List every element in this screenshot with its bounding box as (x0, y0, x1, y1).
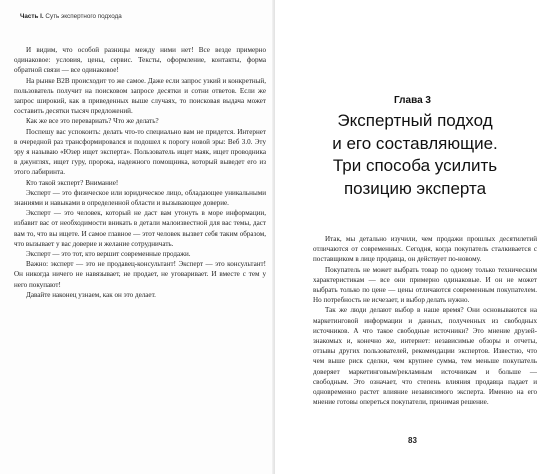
paragraph: Кто такой эксперт? Внимание! (26, 178, 119, 187)
paragraph: Важно: эксперт — это не продавец-консультант! Эксперт — это консультант! Он никогда ничего не навязывает, не продает, не уговаривает. И вместе с тем у него покупают! (14, 260, 266, 289)
paragraph: Поспешу вас успокоить: делать что-то специально вам не придется. Интернет в очередной раз трансформировался и подошел к порогу новой эры: Веб 3.0. Эту эру я называю «Юзер ищет эксперта». Пользователь ищет маяк, ищет проводника в джунглях, ищет гуру, пророка, надежного помощника, который выведет его из этого лабиринта. (14, 127, 266, 177)
left-page (0, 0, 274, 474)
chapter-title (305, 110, 525, 200)
running-header-part: Часть I. (20, 13, 44, 20)
running-header-title: Суть экспертного подхода (45, 13, 122, 20)
chapter-title-line: Экспертный подход (337, 111, 493, 130)
chapter-title-line: позицию эксперта (343, 178, 487, 198)
page-number: 83 (408, 436, 417, 445)
paragraph: Эксперт — это человек, который не даст вам утонуть в море информации, избавит вас от необходимости вникать в детали малоизвестной для вас темы, даст вам то, что вы ищете. И самое главное — этот человек вызвет себя таким образом, что вызывает у вас доверие и желание сотрудничать. (14, 209, 266, 248)
paragraph: Так же люди делают выбор в наше время? Они основываются на маркетинговой информации и данных, полученных из свободных источников. А что такое свободные источники? Это мнение друзей-знакомых и, конечно же, интернет: независимые обзоры и отчеты, отзывы других пользователей, рекомендации экспертов. Известно, что чем выше риск сделки, чем крупнее сумма, тем меньше покупатель доверяет маркетинговым/рекламным источникам и больше — свободным. Это означает, что степень влияния продавца падает и одновременно растет влияние независимого эксперта. Именно на его мнение готовы опереться покупатели, принимая решение. (313, 306, 537, 407)
chapter-label: Глава 3 (393, 95, 431, 106)
paragraph: Покупатель не может выбрать товар по одному только техническим характеристикам — все они примерно одинаковые. И он не может выбрать только по цене — цены отличаются современным покупателем. Но потребность не исчезает, и выбор делать нужно. (313, 265, 537, 305)
chapter-title-line: и его составляющие. (332, 133, 498, 153)
paragraph: Эксперт — это тот, кто вершит современные продажи. (26, 250, 191, 259)
paragraph: Итак, мы детально изучили, чем продажи прошлых десятилетий отличаются от современных. Сегодня, когда покупатель сталкивается с поставщиком в лице продавца, он действует по-новому. (313, 235, 537, 264)
chapter-title-line: Три способа усилить (332, 156, 498, 175)
left-page-text (14, 45, 266, 300)
running-header (20, 13, 122, 20)
paragraph: Как же все это перевариать? Что же делать? (26, 117, 159, 126)
paragraph: На рынке B2B происходит то же самое. Даже если запрос узкий и конкретный, пользователь получит на поисковом запросе десятки и сотни ответов. Если же запрос широкий, как в приведенных выше случаях, то поисковая выдача может составить десятки тысяч предложений. (14, 76, 266, 116)
paragraph: Эксперт — это физическое или юридическое лицо, обладающее уникальными знаниями и навыками в определенной области и вызывающее доверие. (14, 188, 266, 208)
paragraph: Давайте наконец узнаем, как он это делает. (26, 290, 156, 299)
right-page (275, 0, 550, 474)
right-page-text (313, 234, 537, 407)
paragraph: И видим, что особой разницы между ними нет! Все везде примерно одинаковое: условия, цены, сервис. Тексты, оформление, контакты, форма обратной связи — все одинаковое! (14, 46, 266, 75)
